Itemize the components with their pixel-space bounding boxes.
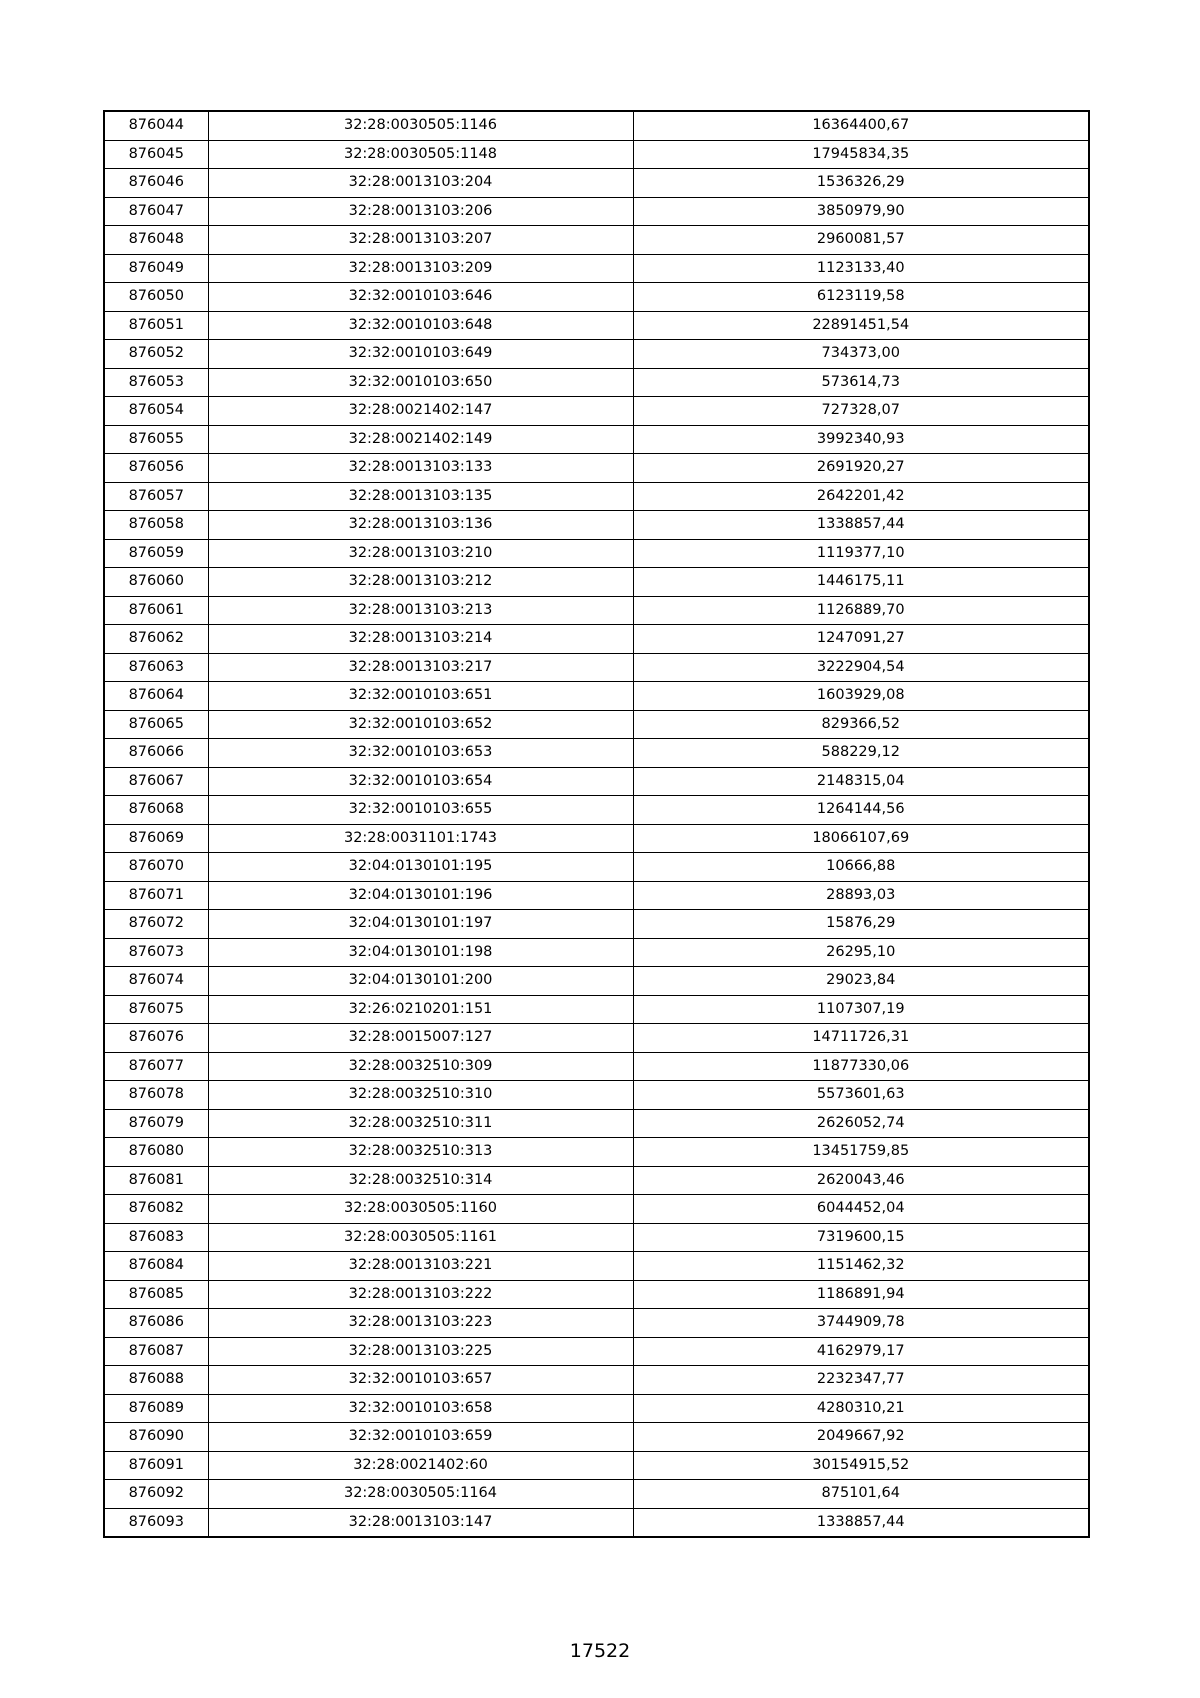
- value-cell: 22891451,54: [633, 311, 1089, 340]
- cadastral-number-cell: 32:28:0013103:207: [208, 226, 633, 255]
- row-number-cell: 876060: [104, 568, 208, 597]
- cadastral-number-cell: 32:28:0013103:212: [208, 568, 633, 597]
- row-number-cell: 876075: [104, 995, 208, 1024]
- value-cell: 2960081,57: [633, 226, 1089, 255]
- row-number-cell: 876054: [104, 397, 208, 426]
- row-number-cell: 876087: [104, 1337, 208, 1366]
- value-cell: 28893,03: [633, 881, 1089, 910]
- value-cell: 1107307,19: [633, 995, 1089, 1024]
- table-row: [104, 967, 1089, 996]
- table-row: [104, 1451, 1089, 1480]
- data-table: [103, 110, 1090, 1538]
- row-number-cell: 876073: [104, 938, 208, 967]
- cadastral-number-cell: 32:32:0010103:658: [208, 1394, 633, 1423]
- table-row: [104, 910, 1089, 939]
- table-row: [104, 739, 1089, 768]
- table-row: [104, 881, 1089, 910]
- table-row: [104, 311, 1089, 340]
- table-row: [104, 1223, 1089, 1252]
- cadastral-number-cell: 32:04:0130101:200: [208, 967, 633, 996]
- row-number-cell: 876064: [104, 682, 208, 711]
- cadastral-number-cell: 32:32:0010103:649: [208, 340, 633, 369]
- cadastral-number-cell: 32:04:0130101:197: [208, 910, 633, 939]
- row-number-cell: 876059: [104, 539, 208, 568]
- cadastral-number-cell: 32:32:0010103:653: [208, 739, 633, 768]
- cadastral-number-cell: 32:32:0010103:652: [208, 710, 633, 739]
- cadastral-number-cell: 32:28:0030505:1164: [208, 1480, 633, 1509]
- table-row: [104, 1252, 1089, 1281]
- cadastral-number-cell: 32:28:0013103:223: [208, 1309, 633, 1338]
- row-number-cell: 876093: [104, 1508, 208, 1537]
- row-number-cell: 876078: [104, 1081, 208, 1110]
- value-cell: 573614,73: [633, 368, 1089, 397]
- cadastral-number-cell: 32:32:0010103:651: [208, 682, 633, 711]
- value-cell: 734373,00: [633, 340, 1089, 369]
- value-cell: 7319600,15: [633, 1223, 1089, 1252]
- cadastral-number-cell: 32:28:0021402:149: [208, 425, 633, 454]
- table-row: [104, 368, 1089, 397]
- cadastral-number-cell: 32:28:0013103:147: [208, 1508, 633, 1537]
- table-row: [104, 454, 1089, 483]
- cadastral-number-cell: 32:28:0030505:1160: [208, 1195, 633, 1224]
- table-row: [104, 254, 1089, 283]
- row-number-cell: 876063: [104, 653, 208, 682]
- row-number-cell: 876080: [104, 1138, 208, 1167]
- table-row: [104, 1309, 1089, 1338]
- cadastral-number-cell: 32:32:0010103:657: [208, 1366, 633, 1395]
- cadastral-number-cell: 32:04:0130101:196: [208, 881, 633, 910]
- cadastral-number-cell: 32:28:0013103:135: [208, 482, 633, 511]
- value-cell: 1338857,44: [633, 511, 1089, 540]
- cadastral-number-cell: 32:28:0032510:309: [208, 1052, 633, 1081]
- table-body: [104, 111, 1089, 1537]
- cadastral-number-cell: 32:28:0013103:213: [208, 596, 633, 625]
- cadastral-number-cell: 32:32:0010103:646: [208, 283, 633, 312]
- row-number-cell: 876086: [104, 1309, 208, 1338]
- table-row: [104, 197, 1089, 226]
- cadastral-number-cell: 32:28:0032510:314: [208, 1166, 633, 1195]
- cadastral-number-cell: 32:28:0021402:60: [208, 1451, 633, 1480]
- value-cell: 11877330,06: [633, 1052, 1089, 1081]
- table-row: [104, 1166, 1089, 1195]
- row-number-cell: 876062: [104, 625, 208, 654]
- cadastral-number-cell: 32:28:0013103:221: [208, 1252, 633, 1281]
- row-number-cell: 876079: [104, 1109, 208, 1138]
- value-cell: 829366,52: [633, 710, 1089, 739]
- table-row: [104, 425, 1089, 454]
- row-number-cell: 876053: [104, 368, 208, 397]
- row-number-cell: 876045: [104, 140, 208, 169]
- row-number-cell: 876046: [104, 169, 208, 198]
- table-row: [104, 1081, 1089, 1110]
- cadastral-number-cell: 32:28:0032510:313: [208, 1138, 633, 1167]
- value-cell: 727328,07: [633, 397, 1089, 426]
- value-cell: 1536326,29: [633, 169, 1089, 198]
- table-row: [104, 539, 1089, 568]
- table-row: [104, 568, 1089, 597]
- table-row: [104, 1109, 1089, 1138]
- value-cell: 16364400,67: [633, 111, 1089, 140]
- table-row: [104, 1138, 1089, 1167]
- table-row: [104, 1024, 1089, 1053]
- cadastral-number-cell: 32:32:0010103:648: [208, 311, 633, 340]
- row-number-cell: 876070: [104, 853, 208, 882]
- row-number-cell: 876065: [104, 710, 208, 739]
- table-row: [104, 938, 1089, 967]
- table-row: [104, 767, 1089, 796]
- value-cell: 2642201,42: [633, 482, 1089, 511]
- table-row: [104, 1052, 1089, 1081]
- cadastral-number-cell: 32:32:0010103:650: [208, 368, 633, 397]
- cadastral-number-cell: 32:28:0013103:136: [208, 511, 633, 540]
- table-row: [104, 853, 1089, 882]
- row-number-cell: 876071: [104, 881, 208, 910]
- value-cell: 1151462,32: [633, 1252, 1089, 1281]
- value-cell: 1126889,70: [633, 596, 1089, 625]
- row-number-cell: 876050: [104, 283, 208, 312]
- row-number-cell: 876091: [104, 1451, 208, 1480]
- row-number-cell: 876051: [104, 311, 208, 340]
- table-row: [104, 226, 1089, 255]
- table-row: [104, 1480, 1089, 1509]
- table-row: [104, 653, 1089, 682]
- value-cell: 1123133,40: [633, 254, 1089, 283]
- cadastral-number-cell: 32:28:0030505:1146: [208, 111, 633, 140]
- value-cell: 3992340,93: [633, 425, 1089, 454]
- value-cell: 4280310,21: [633, 1394, 1089, 1423]
- row-number-cell: 876047: [104, 197, 208, 226]
- cadastral-number-cell: 32:28:0030505:1148: [208, 140, 633, 169]
- cadastral-number-cell: 32:04:0130101:195: [208, 853, 633, 882]
- cadastral-number-cell: 32:28:0030505:1161: [208, 1223, 633, 1252]
- value-cell: 4162979,17: [633, 1337, 1089, 1366]
- table-row: [104, 995, 1089, 1024]
- value-cell: 1264144,56: [633, 796, 1089, 825]
- row-number-cell: 876066: [104, 739, 208, 768]
- table-row: [104, 1366, 1089, 1395]
- cadastral-number-cell: 32:28:0013103:214: [208, 625, 633, 654]
- cadastral-number-cell: 32:26:0210201:151: [208, 995, 633, 1024]
- table-row: [104, 1394, 1089, 1423]
- row-number-cell: 876056: [104, 454, 208, 483]
- cadastral-number-cell: 32:28:0013103:133: [208, 454, 633, 483]
- cadastral-number-cell: 32:32:0010103:655: [208, 796, 633, 825]
- cadastral-number-cell: 32:28:0013103:225: [208, 1337, 633, 1366]
- row-number-cell: 876085: [104, 1280, 208, 1309]
- table-row: [104, 511, 1089, 540]
- table-row: [104, 111, 1089, 140]
- row-number-cell: 876088: [104, 1366, 208, 1395]
- page-number: 17522: [569, 1640, 631, 1662]
- cadastral-number-cell: 32:28:0013103:222: [208, 1280, 633, 1309]
- value-cell: 588229,12: [633, 739, 1089, 768]
- table-row: [104, 1337, 1089, 1366]
- row-number-cell: 876058: [104, 511, 208, 540]
- row-number-cell: 876082: [104, 1195, 208, 1224]
- row-number-cell: 876057: [104, 482, 208, 511]
- table-row: [104, 596, 1089, 625]
- value-cell: 1603929,08: [633, 682, 1089, 711]
- cadastral-number-cell: 32:28:0013103:209: [208, 254, 633, 283]
- row-number-cell: 876077: [104, 1052, 208, 1081]
- value-cell: 1119377,10: [633, 539, 1089, 568]
- value-cell: 3222904,54: [633, 653, 1089, 682]
- row-number-cell: 876074: [104, 967, 208, 996]
- value-cell: 17945834,35: [633, 140, 1089, 169]
- cadastral-number-cell: 32:28:0013103:210: [208, 539, 633, 568]
- table-row: [104, 340, 1089, 369]
- row-number-cell: 876081: [104, 1166, 208, 1195]
- cadastral-number-cell: 32:32:0010103:654: [208, 767, 633, 796]
- cadastral-number-cell: 32:28:0013103:204: [208, 169, 633, 198]
- value-cell: 6044452,04: [633, 1195, 1089, 1224]
- value-cell: 2148315,04: [633, 767, 1089, 796]
- value-cell: 2049667,92: [633, 1423, 1089, 1452]
- value-cell: 29023,84: [633, 967, 1089, 996]
- row-number-cell: 876069: [104, 824, 208, 853]
- table-row: [104, 796, 1089, 825]
- value-cell: 3744909,78: [633, 1309, 1089, 1338]
- table-row: [104, 625, 1089, 654]
- value-cell: 10666,88: [633, 853, 1089, 882]
- row-number-cell: 876072: [104, 910, 208, 939]
- row-number-cell: 876052: [104, 340, 208, 369]
- table-row: [104, 397, 1089, 426]
- row-number-cell: 876089: [104, 1394, 208, 1423]
- cadastral-number-cell: 32:28:0032510:310: [208, 1081, 633, 1110]
- row-number-cell: 876044: [104, 111, 208, 140]
- row-number-cell: 876076: [104, 1024, 208, 1053]
- table-row: [104, 1195, 1089, 1224]
- row-number-cell: 876084: [104, 1252, 208, 1281]
- value-cell: 2620043,46: [633, 1166, 1089, 1195]
- value-cell: 1186891,94: [633, 1280, 1089, 1309]
- table-row: [104, 1508, 1089, 1537]
- table-row: [104, 283, 1089, 312]
- table-row: [104, 169, 1089, 198]
- cadastral-number-cell: 32:28:0031101:1743: [208, 824, 633, 853]
- value-cell: 30154915,52: [633, 1451, 1089, 1480]
- row-number-cell: 876061: [104, 596, 208, 625]
- cadastral-number-cell: 32:28:0032510:311: [208, 1109, 633, 1138]
- value-cell: 2691920,27: [633, 454, 1089, 483]
- cadastral-number-cell: 32:28:0013103:217: [208, 653, 633, 682]
- value-cell: 26295,10: [633, 938, 1089, 967]
- table-row: [104, 482, 1089, 511]
- value-cell: 13451759,85: [633, 1138, 1089, 1167]
- value-cell: 6123119,58: [633, 283, 1089, 312]
- row-number-cell: 876067: [104, 767, 208, 796]
- table-row: [104, 682, 1089, 711]
- table-row: [104, 1280, 1089, 1309]
- value-cell: 2626052,74: [633, 1109, 1089, 1138]
- value-cell: 1247091,27: [633, 625, 1089, 654]
- cadastral-number-cell: 32:28:0015007:127: [208, 1024, 633, 1053]
- value-cell: 875101,64: [633, 1480, 1089, 1509]
- row-number-cell: 876083: [104, 1223, 208, 1252]
- row-number-cell: 876090: [104, 1423, 208, 1452]
- value-cell: 1446175,11: [633, 568, 1089, 597]
- cadastral-number-cell: 32:32:0010103:659: [208, 1423, 633, 1452]
- value-cell: 1338857,44: [633, 1508, 1089, 1537]
- row-number-cell: 876068: [104, 796, 208, 825]
- value-cell: 2232347,77: [633, 1366, 1089, 1395]
- value-cell: 14711726,31: [633, 1024, 1089, 1053]
- cadastral-number-cell: 32:04:0130101:198: [208, 938, 633, 967]
- table-row: [104, 140, 1089, 169]
- row-number-cell: 876092: [104, 1480, 208, 1509]
- row-number-cell: 876049: [104, 254, 208, 283]
- table-row: [104, 710, 1089, 739]
- row-number-cell: 876048: [104, 226, 208, 255]
- value-cell: 5573601,63: [633, 1081, 1089, 1110]
- table-row: [104, 1423, 1089, 1452]
- cadastral-number-cell: 32:28:0013103:206: [208, 197, 633, 226]
- value-cell: 3850979,90: [633, 197, 1089, 226]
- value-cell: 15876,29: [633, 910, 1089, 939]
- cadastral-number-cell: 32:28:0021402:147: [208, 397, 633, 426]
- row-number-cell: 876055: [104, 425, 208, 454]
- table-row: [104, 824, 1089, 853]
- value-cell: 18066107,69: [633, 824, 1089, 853]
